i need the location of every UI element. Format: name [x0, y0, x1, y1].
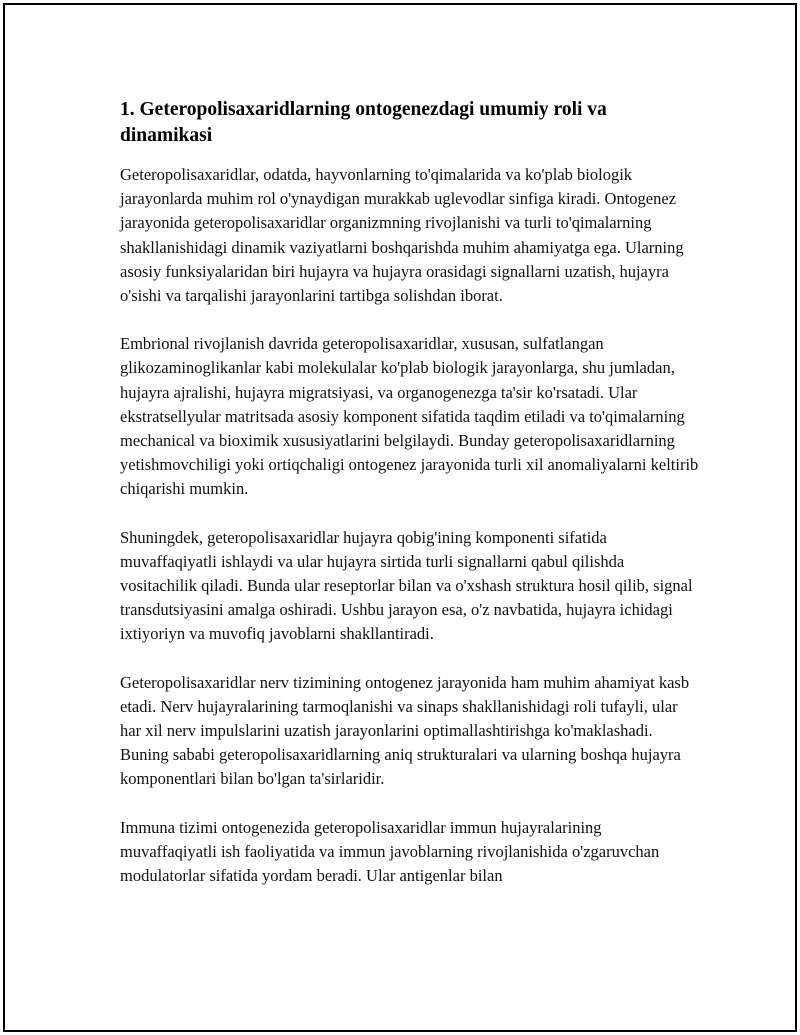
- paragraph: Immuna tizimi ontogenezida geteropolisaxaridlar immun hujayralarining muvaffaqiyatli ish faoliyatida va immun javoblarning rivojlanishida o'zgaruvchan modulatorlar sifatida yordam beradi. Ular antigenlar bilan: [120, 817, 660, 886]
- document-body: [120, 97, 700, 912]
- paragraph: Geteropolisaxaridlar, odatda, hayvonlarning to'qimalarida va ko'plab biologik jarayonlarda muhim rol o'ynaydigan murakkab uglevodlar sinfiga kiradi. Ontogenez jarayonida geteropolisaxaridlar organizmning rivojlanishi va turli to'qimalarning shakllanishidagi dinamik vaziyatlarni boshqarishda muhim ahamiyatga ega. Ularning asosiy funksiyalaridan biri hujayra va hujayra orasidagi signallarni uzatish, hujayra o'sishi va tarqalishi jarayonlarini tartibga solishdan iborat.: [120, 165, 684, 306]
- paragraph: Embrional rivojlanish davrida geteropolisaxaridlar, xususan, sulfatlangan glikozaminoglikanlar kabi molekulalar ko'plab biologik jarayonlarga, shu jumladan, hujayra ajralishi, hujayra migratsiyasi, va organogenezga ta'sir ko'rsatadi. Ular ekstratsellyular matritsada asosiy komponent sifatida taqdim etiladi va to'qimalarning mechanical va bioximik xususiyatlarini belgilaydi. Bunday geteropolisaxaridlarning yetishmovchiligi yoki ortiqchaligi ontogenez jarayonida turli xil anomaliyalarni keltirib chiqarishi mumkin.: [120, 334, 699, 499]
- paragraph: Shuningdek, geteropolisaxaridlar hujayra qobig'ining komponenti sifatida muvaffaqiyatli ishlaydi va ular hujayra sirtida turli signallarni qabul qilishda vositachilik qiladi. Bunda ular reseptorlar bilan va o'xshash struktura hosil qilib, signal transdutsiyasini amalga oshiradi. Ushbu jarayon esa, o'z navbatida, hujayra ichidagi ixtiyoriyn va muvofiq javoblarni shakllantiradi.: [120, 527, 693, 644]
- paragraph: Geteropolisaxaridlar nerv tizimining ontogenez jarayonida ham muhim ahamiyat kasb etadi. Nerv hujayralarining tarmoqlanishi va sinaps shakllanishidagi roli tufayli, ular har xil nerv impulslarini uzatish jarayonlarini optimallashtirishga ko'maklashadi. Buning sababi geteropolisaxaridlarning aniq strukturalari va ularning boshqa hujayra komponentlari bilan bo'lgan ta'sirlaridir.: [120, 672, 690, 789]
- document-page: [3, 3, 797, 1032]
- section-heading: 1. Geteropolisaxaridlarning ontogenezdagi umumiy roli va dinamikasi: [120, 99, 607, 146]
